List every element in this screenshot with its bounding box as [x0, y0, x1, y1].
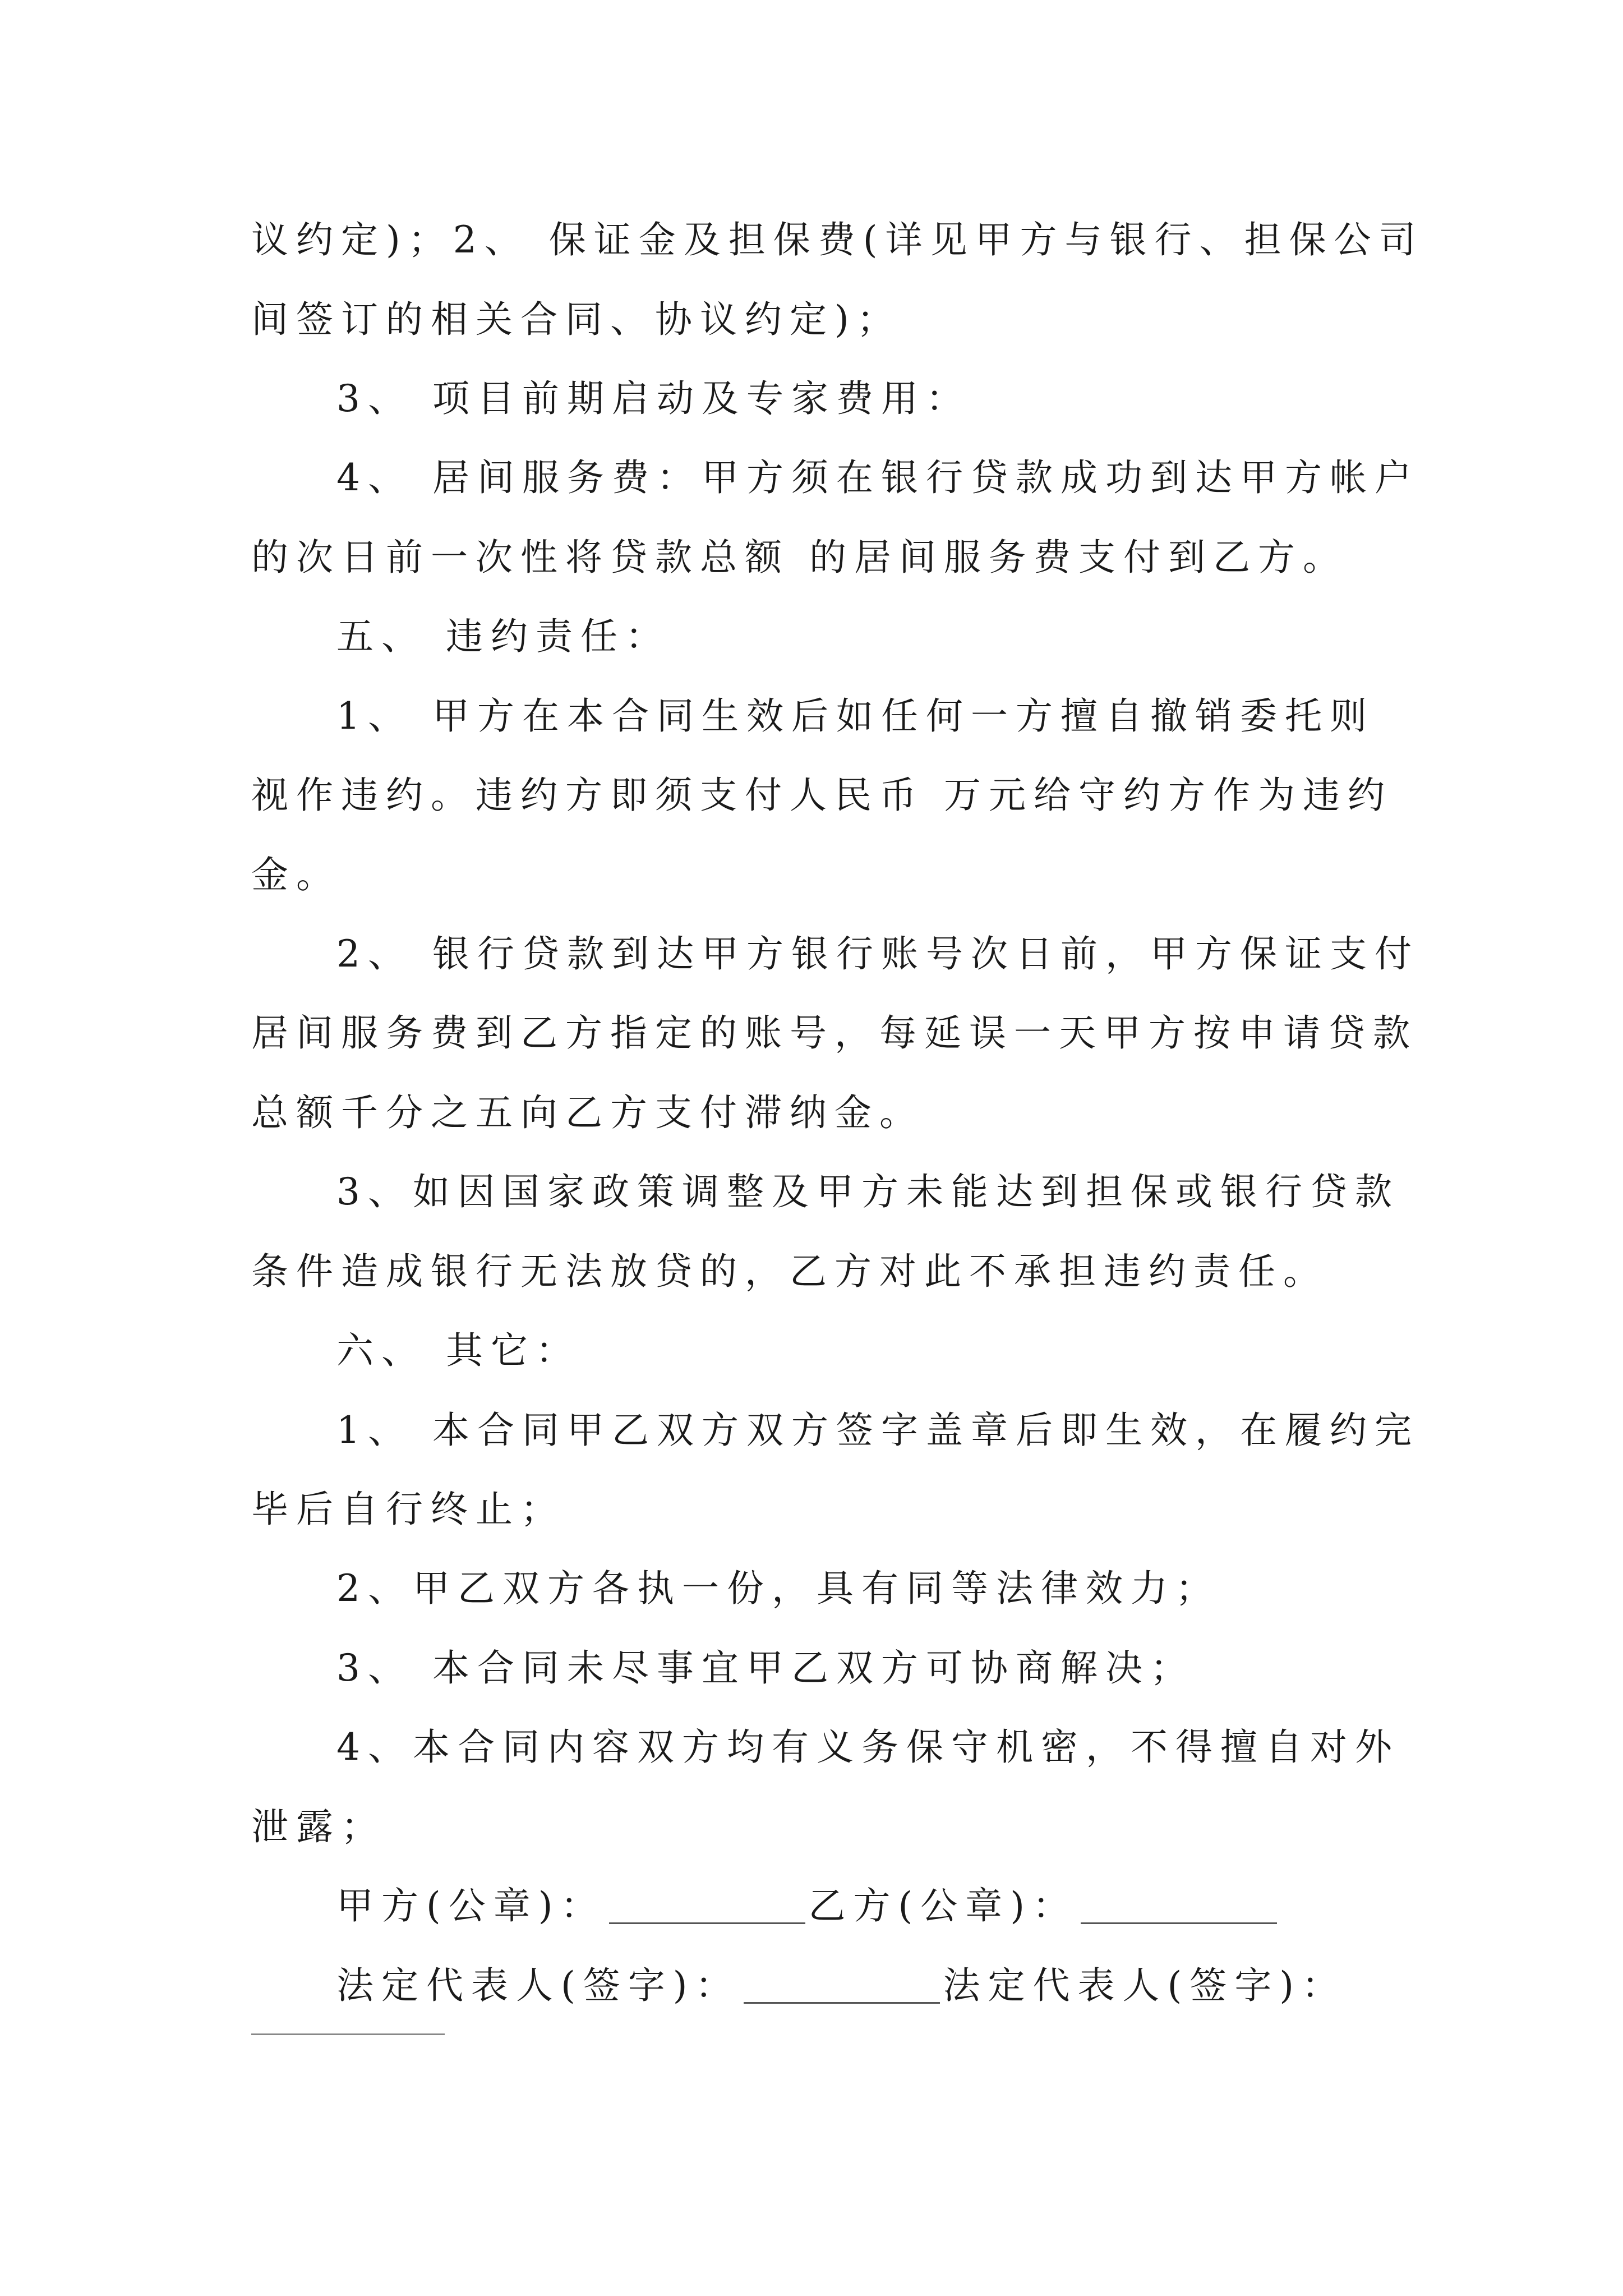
text-line: 1、 甲方在本合同生效后如任何一方擅自撤销委托则 — [336, 694, 1375, 738]
text-line: 总额千分之五向乙方支付滞纳金。 — [251, 1091, 924, 1134]
party-a-seal-label: 甲方(公章)： — [336, 1884, 606, 1927]
section-heading: 五、 违约责任： — [336, 615, 670, 658]
text-line: 金。 — [251, 853, 341, 896]
text-line: 条件造成银行无法放贷的，乙方对此不承担违约责任。 — [251, 1250, 1328, 1293]
text-line: 居间服务费到乙方指定的账号，每延误一天甲方按申请贷款 — [251, 1011, 1418, 1055]
signature-row-seal — [336, 1884, 1280, 1929]
text-line: 3、 本合同未尽事宜甲乙双方可协商解决； — [336, 1646, 1195, 1690]
text-line: 4、本合同内容双方均有义务保守机密，不得擅自对外 — [336, 1726, 1400, 1769]
party-b-seal-blank — [1081, 1920, 1277, 1924]
text-line: 1、 本合同甲乙双方双方签字盖章后即生效，在履约完 — [336, 1409, 1419, 1452]
party-a-seal-blank — [609, 1920, 805, 1924]
text-line: 3、如因国家政策调整及甲方未能达到担保或银行贷款 — [336, 1170, 1400, 1213]
text-line: 议约定)；2、 保证金及担保费(详见甲方与银行、担保公司 — [251, 218, 1424, 261]
party-b-seal-label: 乙方(公章)： — [808, 1884, 1077, 1927]
text-line: 泄露； — [251, 1805, 386, 1848]
text-line: 间签订的相关合同、协议约定)； — [251, 298, 902, 341]
party-b-rep-blank — [251, 2033, 445, 2035]
party-a-rep-label: 法定代表人(签字)： — [336, 1964, 740, 2007]
section-heading: 六、 其它： — [336, 1329, 580, 1372]
signature-row-representative — [336, 1963, 1347, 2008]
text-line: 2、甲乙双方各执一份，具有同等法律效力； — [336, 1567, 1220, 1610]
party-b-rep-label: 法定代表人(签字)： — [943, 1964, 1347, 2007]
text-line: 4、 居间服务费：甲方须在银行贷款成功到达甲方帐户 — [336, 456, 1419, 499]
party-a-rep-blank — [744, 2000, 940, 2004]
text-line: 3、 项目前期启动及专家费用： — [336, 377, 971, 420]
text-line: 的次日前一次性将贷款总额 的居间服务费支付到乙方。 — [251, 536, 1348, 579]
text-line: 2、 银行贷款到达甲方银行账号次日前，甲方保证支付 — [336, 932, 1419, 976]
text-line: 视作违约。违约方即须支付人民币 万元给守约方作为违约 — [251, 774, 1393, 817]
text-line: 毕后自行终止； — [251, 1488, 565, 1531]
